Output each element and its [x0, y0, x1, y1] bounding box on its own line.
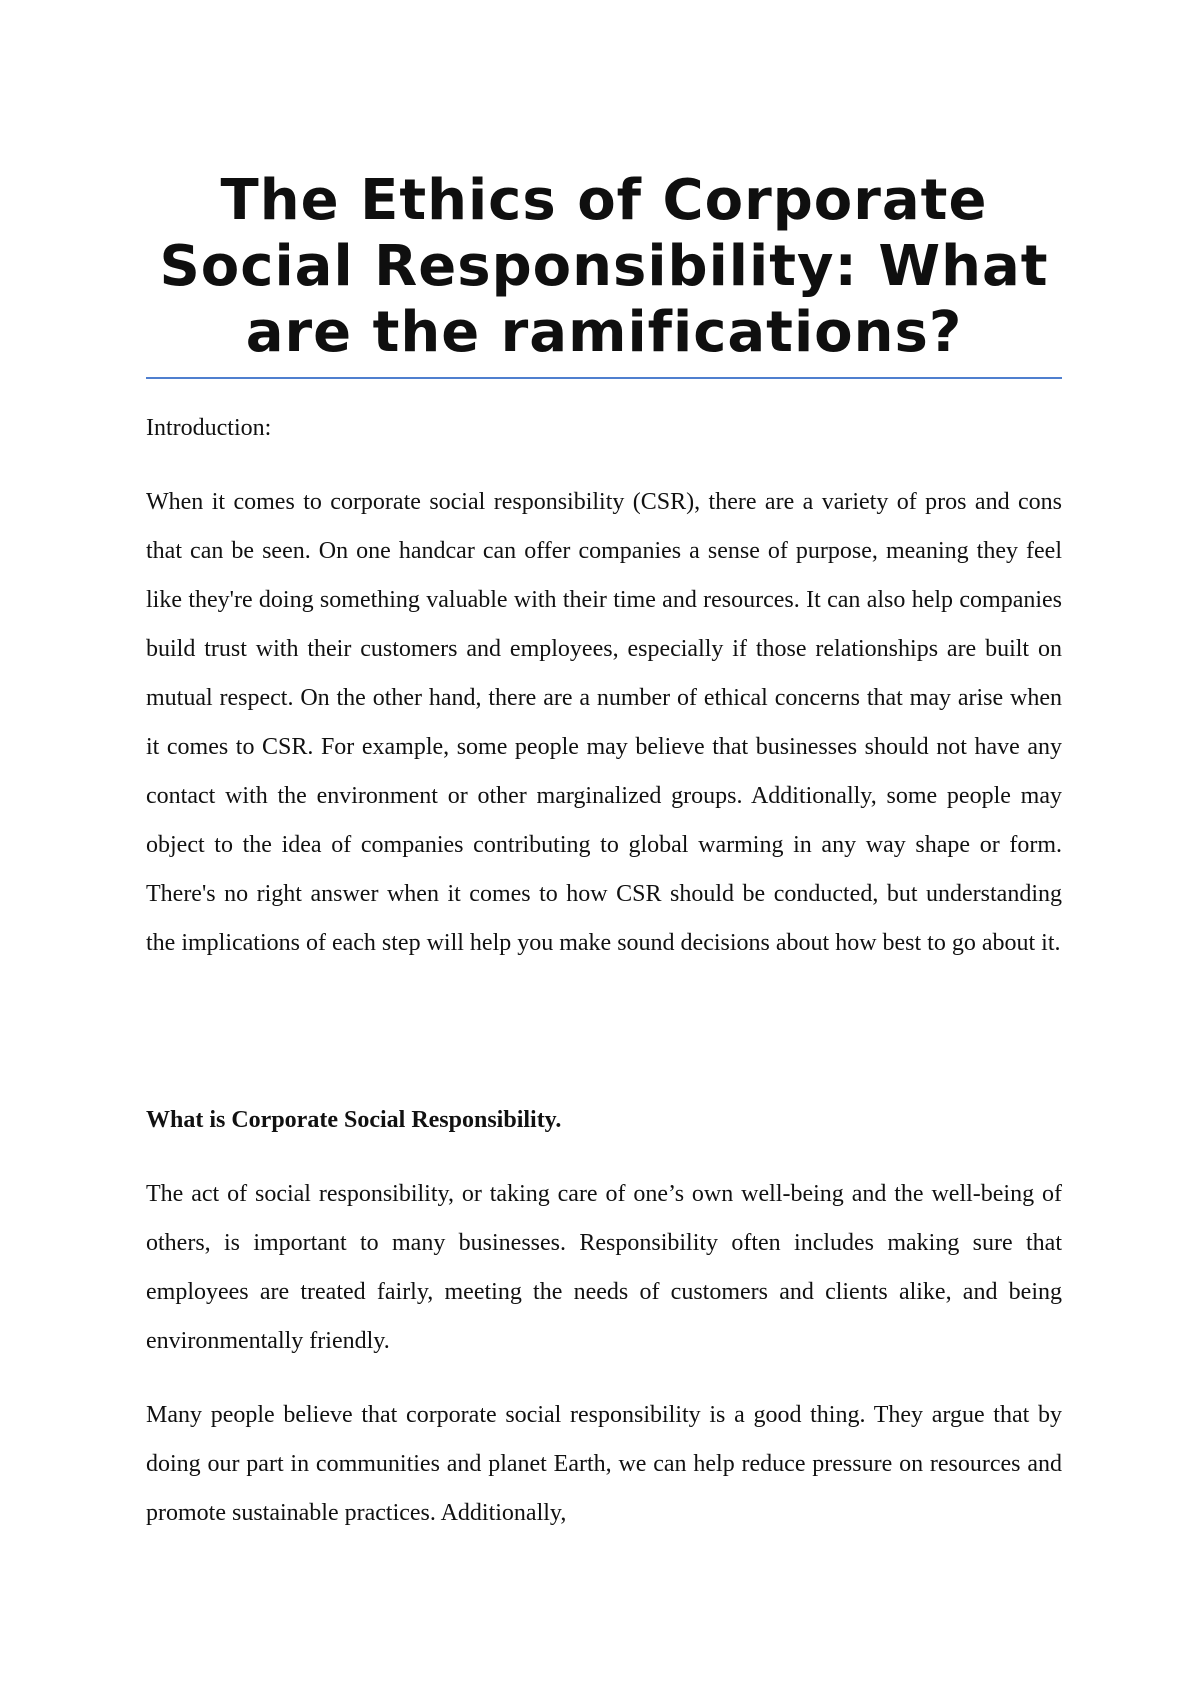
introduction-paragraph: When it comes to corporate social responsibility (CSR), there are a variety of pros and cons that can be seen. On one handcar can offer companies a sense of purpose, meaning they feel like they're doing something valuable with their time and resources. It can also help companies build trust with their customers and employees, especially if those relationships are built on mutual respect. On the other hand, there are a number of ethical concerns that may arise when it comes to CSR. For example, some people may believe that businesses should not have any contact with the environment or other marginalized groups. Additionally, some people may object to the idea of companies contributing to global warming in any way shape or form. There's no right answer when it comes to how CSR should be conducted, but understanding the implications of each step will help you make sound decisions about how best to go about it.: [146, 489, 1062, 956]
document-title: The Ethics of Corporate Social Responsibility: What are the ramifications?: [159, 168, 1049, 365]
title-underline: [146, 377, 1062, 379]
section-heading: What is Corporate Social Responsibility.: [146, 1107, 562, 1133]
benefits-paragraph: Many people believe that corporate social responsibility is a good thing. They argue that by doing our part in communities and planet Earth, we can help reduce pressure on resources and promote sustainable practices. Additionally,: [146, 1402, 1062, 1526]
introduction-label: Introduction:: [146, 415, 272, 441]
definition-paragraph: The act of social responsibility, or taking care of one’s own well-being and the well-being of others, is important to many businesses. Responsibility often includes making sure that employees are treated fairly, meeting the needs of customers and clients alike, and being environmentally friendly.: [146, 1181, 1062, 1354]
